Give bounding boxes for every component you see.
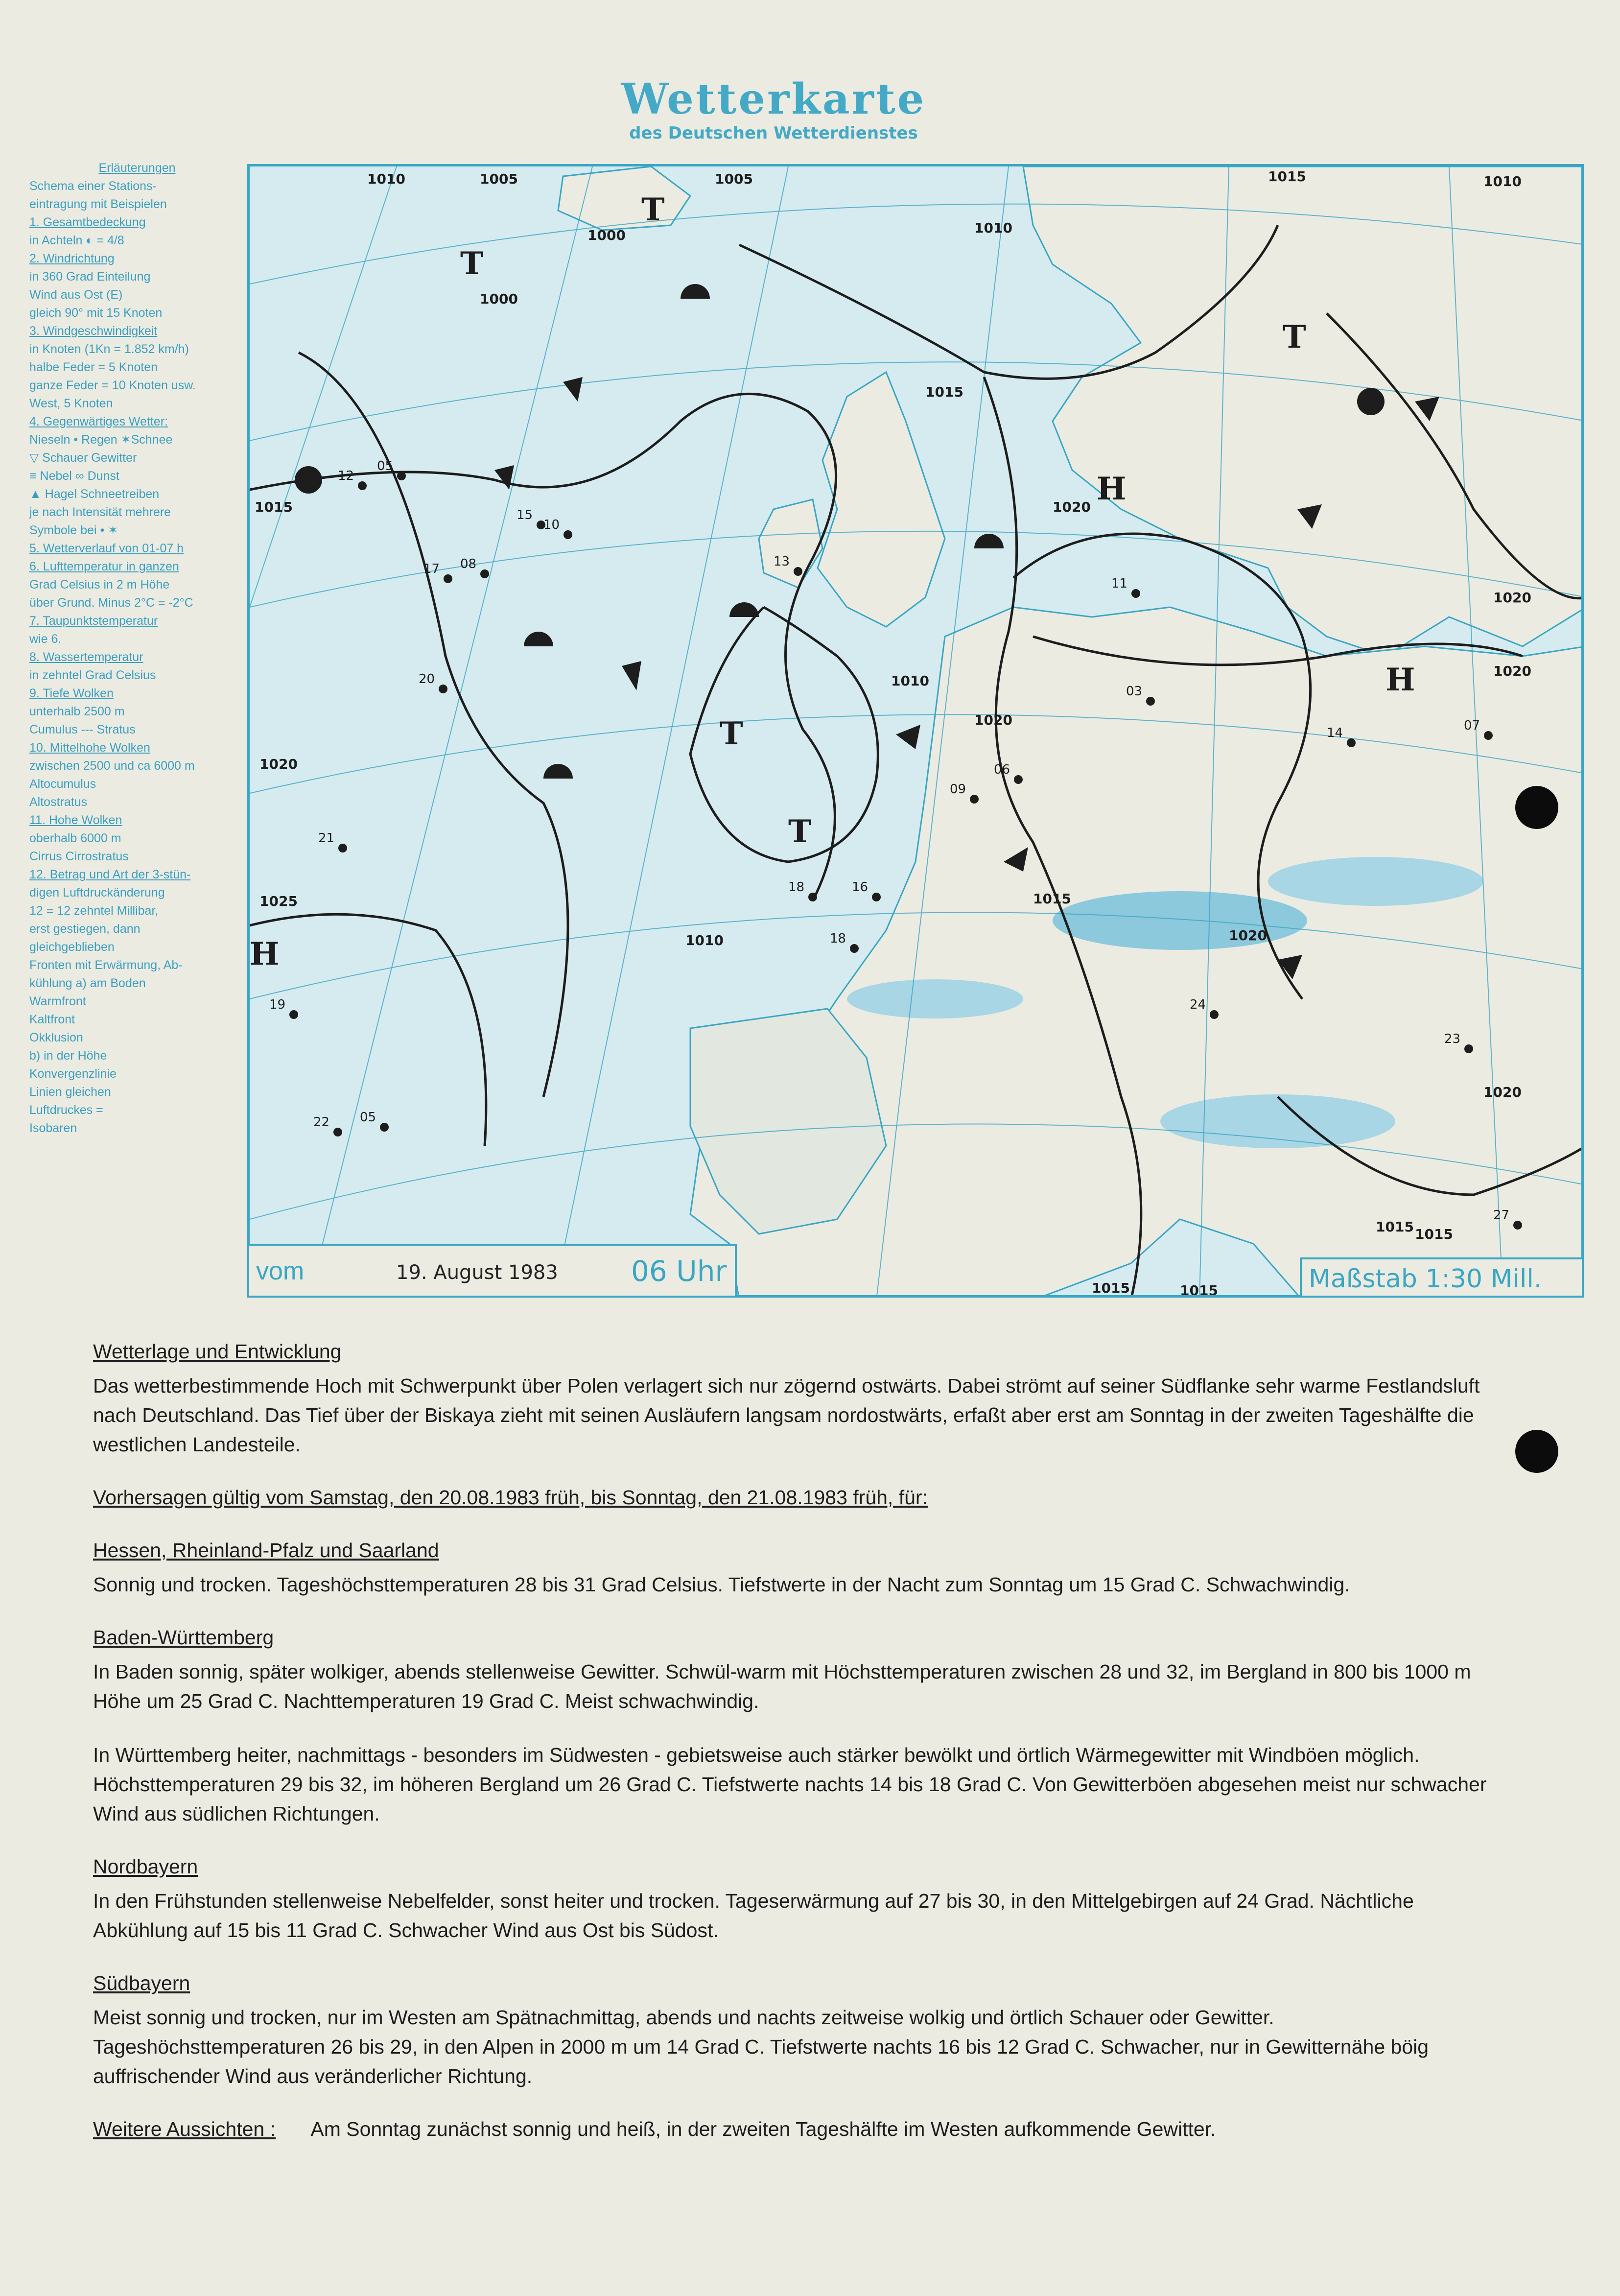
isobar-label: 1010 bbox=[891, 673, 929, 689]
outlook-section bbox=[93, 2114, 1498, 2144]
legend-line: in zehntel Grad Celsius bbox=[29, 668, 156, 682]
station-marker bbox=[480, 569, 489, 578]
occlusion-mark bbox=[1357, 388, 1385, 415]
legend-line: West, 5 Knoten bbox=[29, 397, 113, 410]
legend-line: kühlung a) am Boden bbox=[29, 976, 146, 990]
legend-line: halbe Feder = 5 Knoten bbox=[29, 360, 158, 374]
legend-line: 10. Mittelhohe Wolken bbox=[29, 741, 150, 755]
isobar-label: 1025 bbox=[259, 893, 298, 909]
legend-line: Altocumulus bbox=[29, 777, 96, 791]
map-time: 06 Uhr bbox=[631, 1255, 727, 1288]
station-value: 05 bbox=[360, 1110, 376, 1125]
legend-line: Grad Celsius in 2 m Höhe bbox=[29, 578, 170, 592]
legend-line: Konvergenzlinie bbox=[29, 1067, 117, 1081]
legend-line: Nieseln • Regen ✶Schnee bbox=[29, 433, 173, 447]
legend-line: 6. Lufttemperatur in ganzen bbox=[29, 560, 179, 573]
page-title bbox=[529, 74, 1018, 143]
station-value: 07 bbox=[1464, 718, 1480, 733]
station-value: 22 bbox=[313, 1115, 330, 1130]
station-marker bbox=[1146, 697, 1155, 706]
isobar-label: 1010 bbox=[974, 220, 1012, 236]
low-pressure-centre: T bbox=[788, 813, 812, 850]
station-value: 12 bbox=[338, 469, 354, 483]
legend-line: 2. Windrichtung bbox=[29, 252, 115, 265]
region-paragraph: In den Frühstunden stellenweise Nebelfelder, sonst heiter und trocken. Tageserwärmung auf 27 bis 30, in den Mittelgebirgen auf 24 Grad. Nächtliche Abkühlung auf 15 bis 11 Grad C. Schwacher Wind aus Ost bis Südost. bbox=[93, 1890, 1414, 1941]
station-value: 14 bbox=[1327, 726, 1343, 740]
legend-line: Okklusion bbox=[29, 1031, 83, 1044]
station-value: 05 bbox=[377, 459, 394, 473]
weather-map bbox=[247, 164, 1584, 1298]
station-marker bbox=[338, 844, 347, 852]
title-text: Wetterkarte bbox=[621, 74, 926, 124]
high-pressure-centre: H bbox=[1097, 471, 1127, 507]
legend-line: gleich 90° mit 15 Knoten bbox=[29, 306, 163, 320]
high-pressure-centre: H bbox=[1385, 662, 1415, 698]
relief-carpathians bbox=[1268, 857, 1483, 906]
punch-hole bbox=[1515, 786, 1558, 829]
isobar-label: 1020 bbox=[1493, 590, 1531, 606]
station-value: 24 bbox=[1190, 997, 1206, 1012]
outlook-body: Am Sonntag zunächst sonnig und heiß, in der zweiten Tageshälfte im Westen aufkommende Gewitter. bbox=[310, 2118, 1216, 2140]
legend-line: 5. Wetterverlauf von 01-07 h bbox=[29, 542, 184, 555]
isobar-label: 1020 bbox=[1229, 927, 1267, 944]
isobar-label: 1000 bbox=[587, 227, 626, 243]
legend-line: ganze Feder = 10 Knoten usw. bbox=[29, 379, 196, 392]
isobar-label: 1015 bbox=[1033, 891, 1071, 907]
legend-heading: Erläuterungen bbox=[98, 161, 176, 175]
punch-hole bbox=[1515, 1430, 1558, 1473]
legend-line: unterhalb 2500 m bbox=[29, 705, 125, 718]
legend-line: 9. Tiefe Wolken bbox=[29, 686, 114, 700]
legend-line: 7. Taupunktstemperatur bbox=[29, 614, 158, 628]
station-value: 03 bbox=[1126, 684, 1143, 699]
station-value: 13 bbox=[774, 554, 790, 569]
legend-line: oberhalb 6000 m bbox=[29, 831, 121, 845]
region-heading: Nordbayern bbox=[93, 1855, 198, 1878]
station-marker bbox=[1131, 589, 1140, 598]
low-pressure-centre: T bbox=[641, 191, 665, 228]
legend-line: 1. Gesamtbedeckung bbox=[29, 215, 146, 229]
legend-line: in Achteln ◐ = 4/8 bbox=[29, 234, 124, 247]
legend-line: in 360 Grad Einteilung bbox=[29, 270, 151, 284]
situation-heading: Wetterlage und Entwicklung bbox=[93, 1340, 342, 1363]
station-marker bbox=[289, 1010, 298, 1019]
isobar-label: 1015 bbox=[1092, 1280, 1130, 1296]
station-marker bbox=[850, 944, 859, 953]
station-marker bbox=[970, 795, 979, 804]
isobar-label: 1015 bbox=[1415, 1226, 1453, 1242]
occlusion-mark bbox=[295, 466, 322, 494]
isobar-label: 1000 bbox=[480, 291, 518, 307]
station-value: 17 bbox=[423, 562, 440, 576]
legend-lines bbox=[29, 177, 245, 1137]
region-heading: Hessen, Rheinland-Pfalz und Saarland bbox=[93, 1539, 439, 1562]
station-marker bbox=[1513, 1221, 1522, 1230]
legend-line: erst gestiegen, dann bbox=[29, 922, 141, 936]
legend-line: Cirrus Cirrostratus bbox=[29, 850, 129, 863]
region-section bbox=[93, 1852, 1498, 1945]
map-date-box bbox=[247, 1244, 737, 1298]
high-pressure-centre: H bbox=[250, 936, 280, 972]
isobar-label: 1015 bbox=[925, 384, 963, 400]
station-value: 16 bbox=[852, 880, 869, 895]
legend-line: Warmfront bbox=[29, 994, 86, 1008]
station-marker bbox=[397, 472, 406, 480]
region-paragraph: Meist sonnig und trocken, nur im Westen am Spätnachmittag, abends und nachts zeitweise wolkig und örtlich Schauer oder Gewitter. Tageshöchsttemperaturen 26 bis 29, in den Alpen in 2000 m um 14 Grad C. Tiefstwerte nachts 16 bis 12 Grad C. Schwacher, nur in Gewitternähe böig auffrischender Wind aus veränderlicher Richtung. bbox=[93, 2006, 1429, 2087]
region-section bbox=[93, 1536, 1498, 1599]
legend-line: b) in der Höhe bbox=[29, 1049, 107, 1063]
station-value: 11 bbox=[1111, 576, 1128, 591]
isobar-label: 1010 bbox=[1483, 173, 1522, 189]
legend-line: 12. Betrag und Art der 3-stün- bbox=[29, 868, 191, 881]
station-value: 21 bbox=[318, 831, 335, 846]
isobar-label: 1020 bbox=[1483, 1084, 1522, 1100]
legend-line: Cumulus --- Stratus bbox=[29, 723, 136, 736]
station-marker bbox=[444, 574, 452, 583]
station-marker bbox=[1210, 1010, 1219, 1019]
isobar-label: 1005 bbox=[480, 171, 518, 187]
situation-section bbox=[93, 1337, 1498, 1459]
station-value: 27 bbox=[1493, 1208, 1510, 1223]
legend-line: über Grund. Minus 2°C = -2°C bbox=[29, 596, 193, 610]
legend-line: Symbole bei • ✶ bbox=[29, 523, 118, 537]
station-value: 15 bbox=[517, 508, 533, 522]
station-marker bbox=[358, 481, 367, 490]
isobar-label: 1010 bbox=[367, 171, 405, 187]
region-paragraph: In Württemberg heiter, nachmittags - besonders im Südwesten - gebietsweise auch stärker bewölkt und örtlich Wärmegewitter mit Windböen möglich. Höchsttemperaturen 29 bis 32, im höheren Bergland um 26 Grad C. Tiefstwerte nachts 14 bis 18 Grad C. Von Gewitterböen abgesehen meist nur schwacher Wind aus südlichen Richtungen. bbox=[93, 1744, 1487, 1825]
legend-line: Kaltfront bbox=[29, 1013, 75, 1026]
isobar-label: 1020 bbox=[1493, 663, 1531, 679]
legend-line: Isobaren bbox=[29, 1121, 77, 1135]
low-pressure-centre: T bbox=[1283, 319, 1306, 355]
outlook-label: Weitere Aussichten : bbox=[93, 2118, 276, 2140]
legend-line: in Knoten (1Kn = 1.852 km/h) bbox=[29, 342, 189, 356]
station-value: 08 bbox=[460, 557, 477, 571]
region-heading: Baden-Württemberg bbox=[93, 1626, 274, 1649]
forecast-text bbox=[93, 1337, 1498, 2144]
map-scale-box bbox=[1300, 1257, 1584, 1298]
station-value: 18 bbox=[788, 880, 805, 895]
relief-balkans bbox=[1160, 1094, 1395, 1148]
station-marker bbox=[794, 567, 802, 576]
legend-line: 4. Gegenwärtiges Wetter: bbox=[29, 415, 168, 428]
isobar-label: 1020 bbox=[1053, 499, 1091, 515]
legend-line: ▽ Schauer Gewitter bbox=[29, 451, 137, 465]
isobar-label: 1020 bbox=[974, 712, 1012, 728]
region-section bbox=[93, 1968, 1498, 2091]
legend-line: 12 = 12 zehntel Millibar, bbox=[29, 904, 159, 918]
station-marker bbox=[380, 1123, 389, 1132]
station-marker bbox=[439, 685, 447, 693]
isobar-label: 1015 bbox=[1376, 1219, 1414, 1235]
station-value: 19 bbox=[269, 997, 286, 1012]
station-value: 06 bbox=[994, 762, 1010, 777]
isobar-label: 1015 bbox=[255, 499, 293, 515]
station-value: 10 bbox=[543, 518, 560, 532]
station-marker bbox=[872, 893, 881, 901]
legend-line: Altostratus bbox=[29, 795, 88, 809]
regions bbox=[93, 1536, 1498, 2091]
legend-line: wie 6. bbox=[29, 632, 62, 646]
legend-line: gleichgeblieben bbox=[29, 940, 115, 954]
station-marker bbox=[563, 530, 572, 539]
isobar-label: 1010 bbox=[685, 932, 724, 948]
low-pressure-centre: T bbox=[460, 245, 484, 282]
legend-panel bbox=[29, 159, 245, 1137]
station-marker bbox=[1347, 738, 1356, 747]
low-pressure-centre: T bbox=[720, 715, 743, 752]
station-value: 23 bbox=[1444, 1032, 1461, 1046]
station-marker bbox=[1484, 731, 1493, 740]
subtitle-text: des Deutschen Wetterdienstes bbox=[629, 123, 918, 143]
legend-line: digen Luftdruckänderung bbox=[29, 886, 165, 899]
station-value: 09 bbox=[950, 782, 966, 797]
vom-label: vom bbox=[256, 1257, 305, 1285]
map-canvas bbox=[250, 166, 1584, 1298]
legend-line: ≡ Nebel ∞ Dunst bbox=[29, 469, 119, 483]
legend-line: Linien gleichen bbox=[29, 1085, 111, 1099]
legend-line: Wind aus Ost (E) bbox=[29, 288, 123, 302]
region-paragraph: In Baden sonnig, später wolkiger, abends stellenweise Gewitter. Schwül-warm mit Höchsttemperaturen zwischen 28 und 32, im Bergland in 800 bis 1000 m Höhe um 25 Grad C. Nachttemperaturen 19 Grad C. Meist schwachwindig. bbox=[93, 1660, 1471, 1712]
station-marker bbox=[808, 893, 817, 901]
legend-line: Fronten mit Erwärmung, Ab- bbox=[29, 958, 183, 972]
station-marker bbox=[1464, 1044, 1473, 1053]
region-heading: Südbayern bbox=[93, 1972, 190, 1994]
legend-line: 11. Hohe Wolken bbox=[29, 813, 122, 827]
legend-line: je nach Intensität mehrere bbox=[29, 505, 171, 519]
legend-line: 3. Windgeschwindigkeit bbox=[29, 324, 158, 338]
legend-line: zwischen 2500 und ca 6000 m bbox=[29, 759, 195, 773]
relief-pyrenees bbox=[847, 979, 1023, 1018]
validity-section bbox=[93, 1483, 1498, 1512]
legend-line: Luftdruckes = bbox=[29, 1103, 103, 1117]
legend-line: ▲ Hagel Schneetreiben bbox=[29, 487, 160, 501]
map-scale: Maßstab 1:30 Mill. bbox=[1309, 1264, 1542, 1294]
station-marker bbox=[333, 1128, 342, 1136]
legend-line: eintragung mit Beispielen bbox=[29, 197, 167, 211]
region-paragraph: Sonnig und trocken. Tageshöchsttemperaturen 28 bis 31 Grad Celsius. Tiefstwerte in der Nacht zum Sonntag um 15 Grad C. Schwachwindig. bbox=[93, 1573, 1350, 1596]
situation-body: Das wetterbestimmende Hoch mit Schwerpunkt über Polen verlagert sich nur zögernd ostwärts. Dabei strömt auf seiner Südflanke sehr warme Festlandsluft nach Deutschland. Das Tief über der Biskaya zieht mit seinen Ausläufern langsam nordostwärts, erfaßt aber erst am Sonntag in der zweiten Tageshälfte die westlichen Landesteile. bbox=[93, 1374, 1480, 1456]
station-value: 20 bbox=[419, 672, 435, 686]
validity-line: Vorhersagen gültig vom Samstag, den 20.08.1983 früh, bis Sonntag, den 21.08.1983 früh, für: bbox=[93, 1486, 928, 1509]
legend-line: Schema einer Stations- bbox=[29, 179, 157, 193]
station-value: 18 bbox=[830, 931, 846, 946]
isobar-label: 1015 bbox=[1268, 168, 1306, 185]
map-date: 19. August 1983 bbox=[396, 1261, 558, 1284]
isobar-label: 1015 bbox=[1180, 1282, 1218, 1299]
isobar-label: 1005 bbox=[715, 171, 753, 187]
legend-line: 8. Wassertemperatur bbox=[29, 650, 143, 664]
station-marker bbox=[1014, 775, 1023, 784]
isobar-label: 1020 bbox=[259, 756, 298, 772]
region-section bbox=[93, 1623, 1498, 1828]
